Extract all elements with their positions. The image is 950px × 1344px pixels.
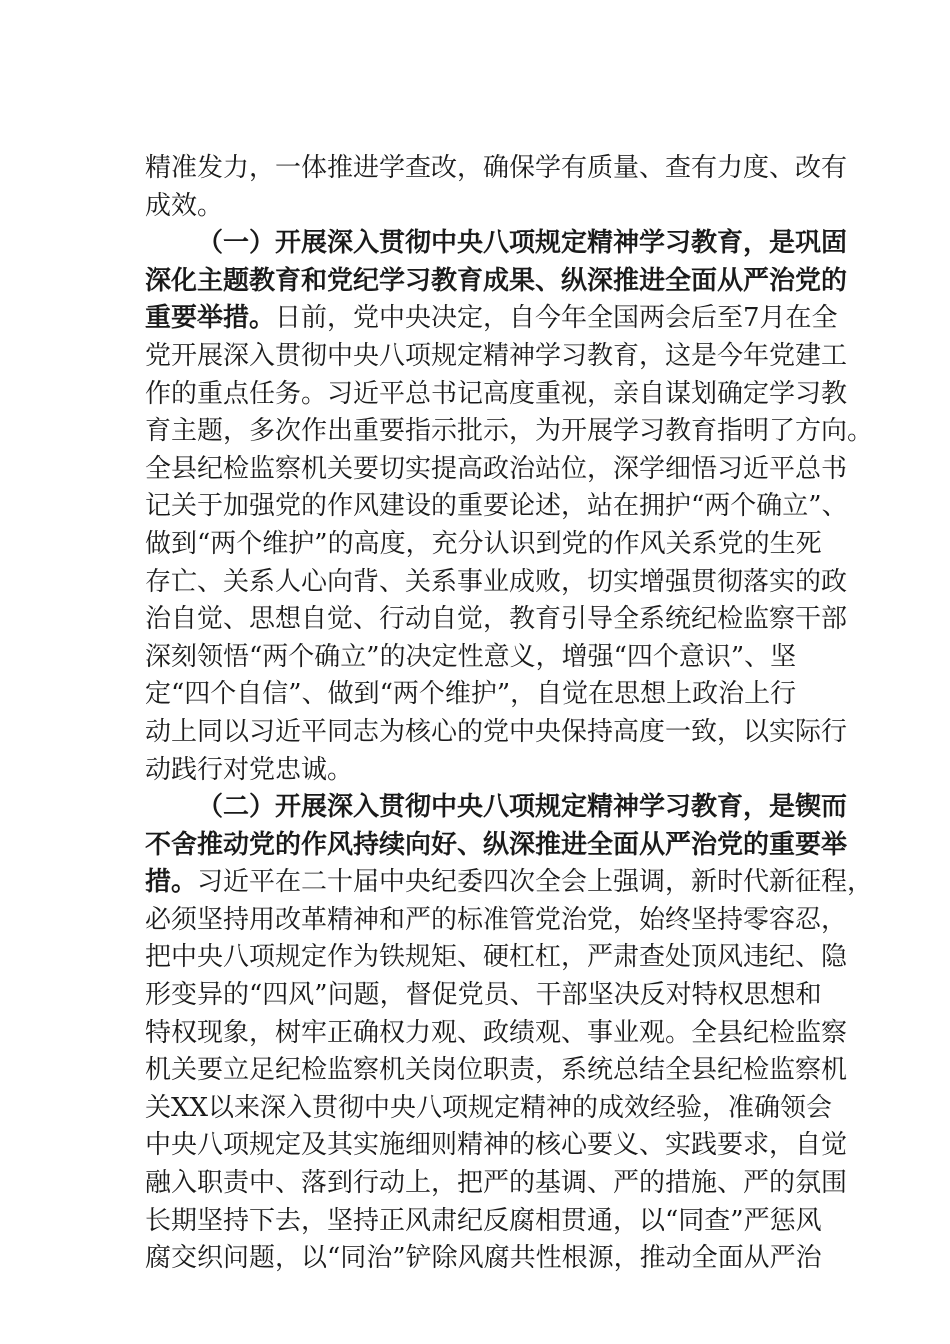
text-line: 动上同以习近平同志为核心的党中央保持高度一致，以实际行 (145, 716, 848, 747)
paragraph-intro (145, 150, 848, 225)
text-line: 融入职责中、落到行动上，把严的基调、严的措施、严的氛围 (145, 1168, 848, 1199)
text-line (145, 864, 874, 902)
text-line: 定“四个自信”、做到“两个维护”，自觉在思想上政治上行 (145, 679, 797, 710)
paragraph-section-2 (145, 789, 874, 1278)
text-line: 特权现象，树牢正确权力观、政绩观、事业观。全县纪检监察 (145, 1017, 848, 1048)
text-line: 全县纪检监察机关要切实提高政治站位，深学细悟习近平总书 (145, 453, 848, 484)
section-heading-fragment: 重要举措。 (145, 303, 276, 334)
document-page (145, 150, 874, 1278)
section-heading-line: （二）开展深入贯彻中央八项规定精神学习教育，是锲而 (197, 792, 848, 823)
section-heading-line: 不舍推动党的作风持续向好、纵深推进全面从严治党的重要举 (145, 829, 848, 860)
text-line: 记关于加强党的作风建设的重要论述，站在拥护“两个确立”、 (145, 491, 848, 522)
text-line (145, 300, 838, 338)
text-line: 治自觉、思想自觉、行动自觉，教育引导全系统纪检监察干部 (145, 604, 848, 635)
text-line: 精准发力，一体推进学查改，确保学有质量、查有力度、改有 (145, 153, 848, 183)
section-heading-fragment: 措。 (145, 867, 198, 898)
text-line: 中央八项规定及其实施细则精神的核心要义、实践要求，自觉 (145, 1130, 848, 1161)
text-fragment: 习近平在二十届中央纪委四次全会上强调，新时代新征程， (197, 867, 874, 898)
text-line: 成效。 (145, 190, 224, 221)
text-line: 育主题，多次作出重要指示批示，为开展学习教育指明了方向。 (145, 416, 874, 447)
text-fragment: 日前，党中央决定，自今年全国两会后至7月在全 (275, 303, 838, 334)
text-line: 关XX以来深入贯彻中央八项规定精神的成效经验，准确领会 (145, 1092, 833, 1123)
paragraph-section-1 (145, 225, 874, 789)
text-line: 作的重点任务。习近平总书记高度重视，亲自谋划确定学习教 (145, 378, 848, 409)
text-line: 把中央八项规定作为铁规矩、硬杠杠，严肃查处顶风违纪、隐 (145, 942, 848, 973)
text-line: 动践行对党忠诚。 (145, 754, 354, 785)
text-line: 做到“两个维护”的高度，充分认识到党的作风关系党的生死 (145, 528, 822, 559)
text-line: 长期坚持下去，坚持正风肃纪反腐相贯通，以“同查”严惩风 (145, 1205, 822, 1236)
text-line: 深刻领悟“两个确立”的决定性意义，增强“四个意识”、坚 (145, 641, 797, 672)
text-line: 必须坚持用改革精神和严的标准管党治党，始终坚持零容忍， (145, 904, 848, 935)
text-line: 机关要立足纪检监察机关岗位职责，系统总结全县纪检监察机 (145, 1055, 848, 1086)
section-heading-line: 深化主题教育和党纪学习教育成果、纵深推进全面从严治党的 (145, 265, 848, 296)
text-line: 存亡、关系人心向背、关系事业成败，切实增强贯彻落实的政 (145, 566, 848, 597)
text-line: 腐交织问题，以“同治”铲除风腐共性根源，推动全面从严治 (145, 1243, 822, 1274)
text-line: 形变异的“四风”问题，督促党员、干部坚决反对特权思想和 (145, 980, 822, 1011)
section-heading-line: （一）开展深入贯彻中央八项规定精神学习教育，是巩固 (197, 228, 848, 259)
text-line: 党开展深入贯彻中央八项规定精神学习教育，这是今年党建工 (145, 340, 848, 371)
